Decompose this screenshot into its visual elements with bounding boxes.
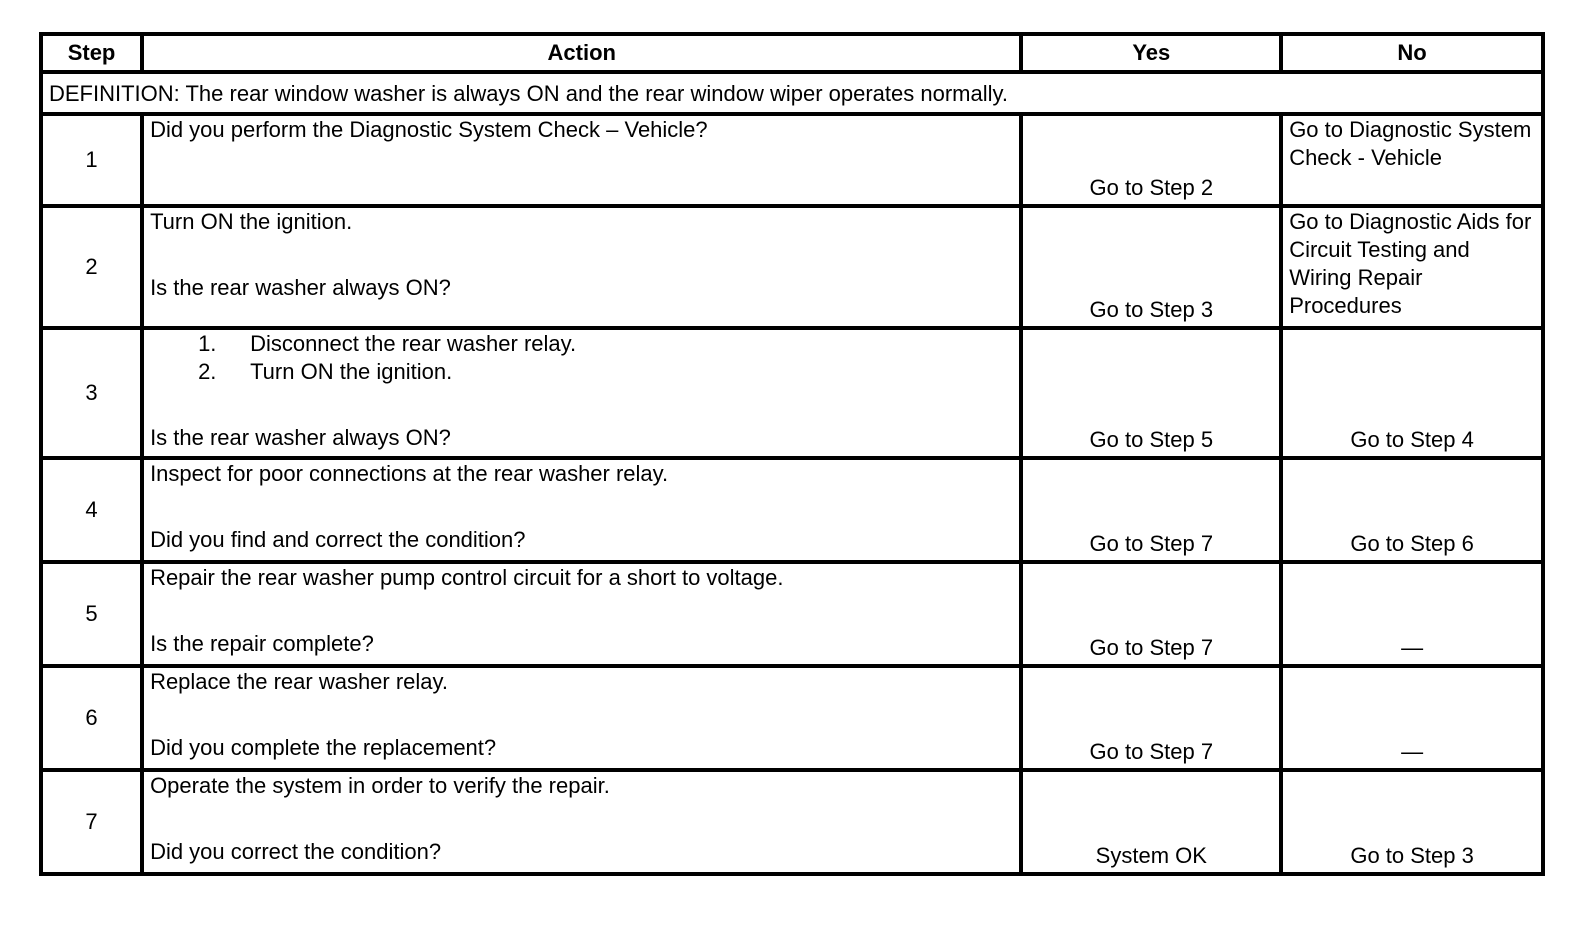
action-cell — [142, 206, 1021, 328]
step-number: 4 — [41, 458, 142, 562]
table-row — [41, 666, 1543, 770]
action-question: Did you find and correct the condition? — [150, 527, 526, 552]
list-item-number: 2. — [198, 359, 217, 384]
step-number: 5 — [41, 562, 142, 666]
definition-text: DEFINITION: The rear window washer is always ON and the rear window wiper operates normally. — [41, 72, 1543, 114]
table-row — [41, 114, 1543, 206]
action-cell — [142, 114, 1021, 206]
table-row — [41, 562, 1543, 666]
action-cell — [142, 458, 1021, 562]
no-cell: — — [1281, 562, 1543, 666]
definition-row — [41, 72, 1543, 114]
yes-cell: Go to Step 7 — [1021, 666, 1281, 770]
yes-cell: Go to Step 2 — [1021, 114, 1281, 206]
action-steps-list — [150, 330, 1013, 386]
action-question: Is the rear washer always ON? — [150, 425, 451, 450]
header-action: Action — [142, 34, 1021, 72]
action-question: Is the rear washer always ON? — [150, 275, 451, 300]
step-number: 6 — [41, 666, 142, 770]
list-item-number: 1. — [198, 331, 217, 356]
step-number: 1 — [41, 114, 142, 206]
action-text: Operate the system in order to verify the repair. — [150, 773, 610, 798]
action-cell — [142, 770, 1021, 874]
header-no: No — [1281, 34, 1543, 72]
no-cell: Go to Diagnostic System Check - Vehicle — [1281, 114, 1543, 206]
no-cell: Go to Diagnostic Aids for Circuit Testing and Wiring Repair Procedures — [1281, 206, 1543, 328]
action-cell — [142, 666, 1021, 770]
action-question: Did you complete the replacement? — [150, 735, 497, 760]
no-cell: Go to Step 3 — [1281, 770, 1543, 874]
action-text: Turn ON the ignition. — [150, 209, 353, 234]
action-cell — [142, 562, 1021, 666]
list-item-text: Turn ON the ignition. — [250, 359, 453, 384]
table-row — [41, 328, 1543, 458]
action-cell — [142, 328, 1021, 458]
header-yes: Yes — [1021, 34, 1281, 72]
step-number: 2 — [41, 206, 142, 328]
step-number: 7 — [41, 770, 142, 874]
action-text: Inspect for poor connections at the rear washer relay. — [150, 461, 669, 486]
no-cell: Go to Step 6 — [1281, 458, 1543, 562]
action-question: Is the repair complete? — [150, 631, 374, 656]
header-row — [41, 34, 1543, 72]
table-row — [41, 206, 1543, 328]
action-text: Repair the rear washer pump control circuit for a short to voltage. — [150, 565, 784, 590]
yes-cell: Go to Step 3 — [1021, 206, 1281, 328]
no-cell: — — [1281, 666, 1543, 770]
yes-cell: System OK — [1021, 770, 1281, 874]
yes-cell: Go to Step 7 — [1021, 458, 1281, 562]
no-cell: Go to Step 4 — [1281, 328, 1543, 458]
yes-cell: Go to Step 5 — [1021, 328, 1281, 458]
yes-cell: Go to Step 7 — [1021, 562, 1281, 666]
action-text: Did you perform the Diagnostic System Check – Vehicle? — [150, 117, 708, 142]
list-item — [150, 330, 1013, 358]
action-question: Did you correct the condition? — [150, 839, 442, 864]
action-text: Replace the rear washer relay. — [150, 669, 449, 694]
list-item-text: Disconnect the rear washer relay. — [250, 331, 577, 356]
table-row — [41, 458, 1543, 562]
step-number: 3 — [41, 328, 142, 458]
diagnostic-table — [39, 32, 1545, 876]
list-item — [150, 358, 1013, 386]
table-row — [41, 770, 1543, 874]
header-step: Step — [41, 34, 142, 72]
